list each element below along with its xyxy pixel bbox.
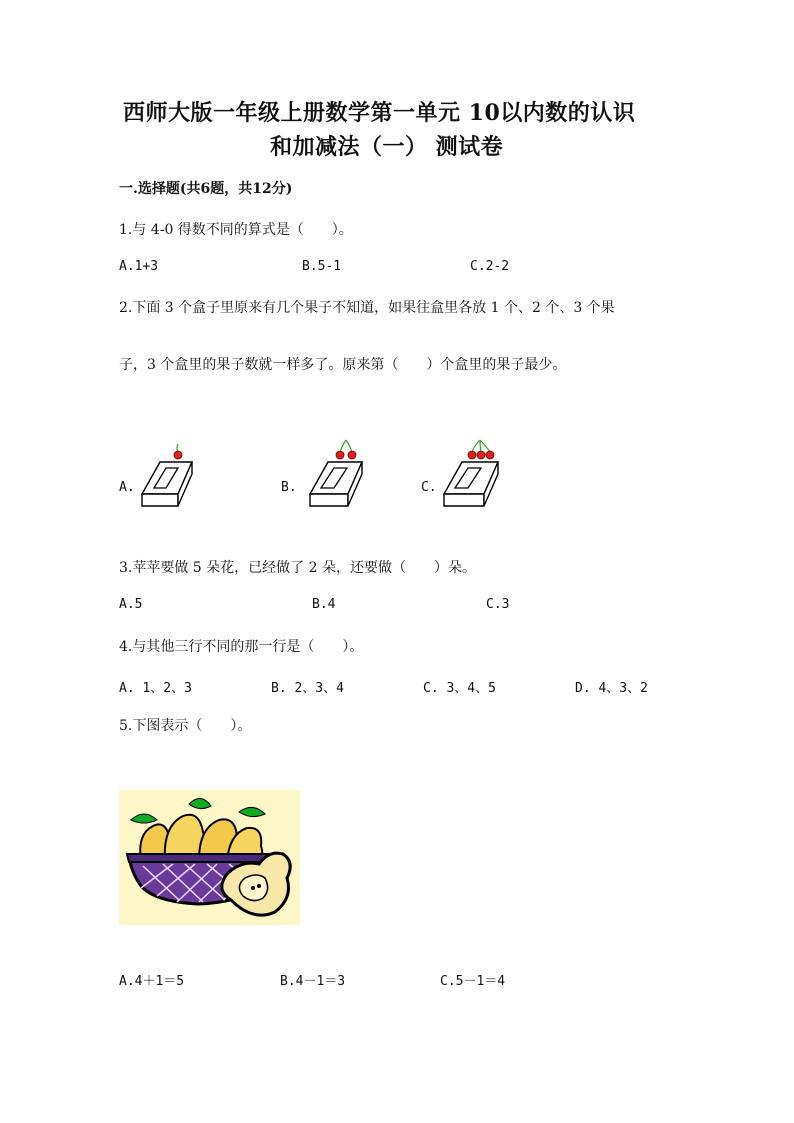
question-1-option-c[interactable]: C.2-2 <box>470 259 510 274</box>
question-3-stem: 3.苹苹要做 5 朵花，已经做了 2 朵，还要做（ ）朵。 <box>119 560 476 576</box>
cherry-icon <box>468 440 494 459</box>
question-2-stem-line2: 子，3 个盒里的果子数就一样多了。原来第（ ）个盒里的果子最少。 <box>119 357 567 373</box>
page-title-line1: 西师大版一年级上册数学第一单元 10以内数的认识 <box>123 100 636 126</box>
question-5-stem: 5.下图表示（ ）。 <box>119 718 252 734</box>
question-4-option-d[interactable]: D. 4、3、2 <box>575 681 648 696</box>
question-4-option-a[interactable]: A. 1、2、3 <box>119 681 192 696</box>
question-2-option-a[interactable]: A. <box>119 480 135 495</box>
question-2-stem-line1: 2.下面 3 个盒子里原来有几个果子不知道，如果往盒里各放 1 个、2 个、3 个果 <box>119 300 615 316</box>
question-4-option-b[interactable]: B. 2、3、4 <box>271 681 344 696</box>
question-4-option-c[interactable]: C. 3、4、5 <box>423 681 496 696</box>
box-with-one-cherry-image <box>138 440 198 512</box>
question-5-option-c[interactable]: C.5－1＝4 <box>440 974 506 989</box>
question-5-option-b[interactable]: B.4－1＝3 <box>280 974 346 989</box>
question-3-option-b[interactable]: B.4 <box>312 597 336 612</box>
question-2-option-b[interactable]: B. <box>281 480 297 495</box>
cherry-icon <box>174 444 182 459</box>
question-1-option-b[interactable]: B.5-1 <box>302 259 342 274</box>
cherry-icon <box>336 440 356 459</box>
box-with-two-cherries-image <box>304 436 368 512</box>
question-2-option-c[interactable]: C. <box>421 480 437 495</box>
question-4-stem: 4.与其他三行不同的那一行是（ ）。 <box>119 639 364 655</box>
page-title-line2: 和加减法（一） 测试卷 <box>270 134 504 160</box>
question-3-option-c[interactable]: C.3 <box>486 597 510 612</box>
box-with-three-cherries-image <box>440 436 504 512</box>
question-3-option-a[interactable]: A.5 <box>119 597 143 612</box>
question-1-stem: 1.与 4-0 得数不同的算式是（ ）。 <box>119 222 353 238</box>
section-heading: 一.选择题(共6题，共12分) <box>119 181 293 197</box>
question-5-option-a[interactable]: A.4＋1＝5 <box>119 974 185 989</box>
question-1-option-a[interactable]: A.1+3 <box>119 259 159 274</box>
fruit-basket-image <box>119 790 300 925</box>
